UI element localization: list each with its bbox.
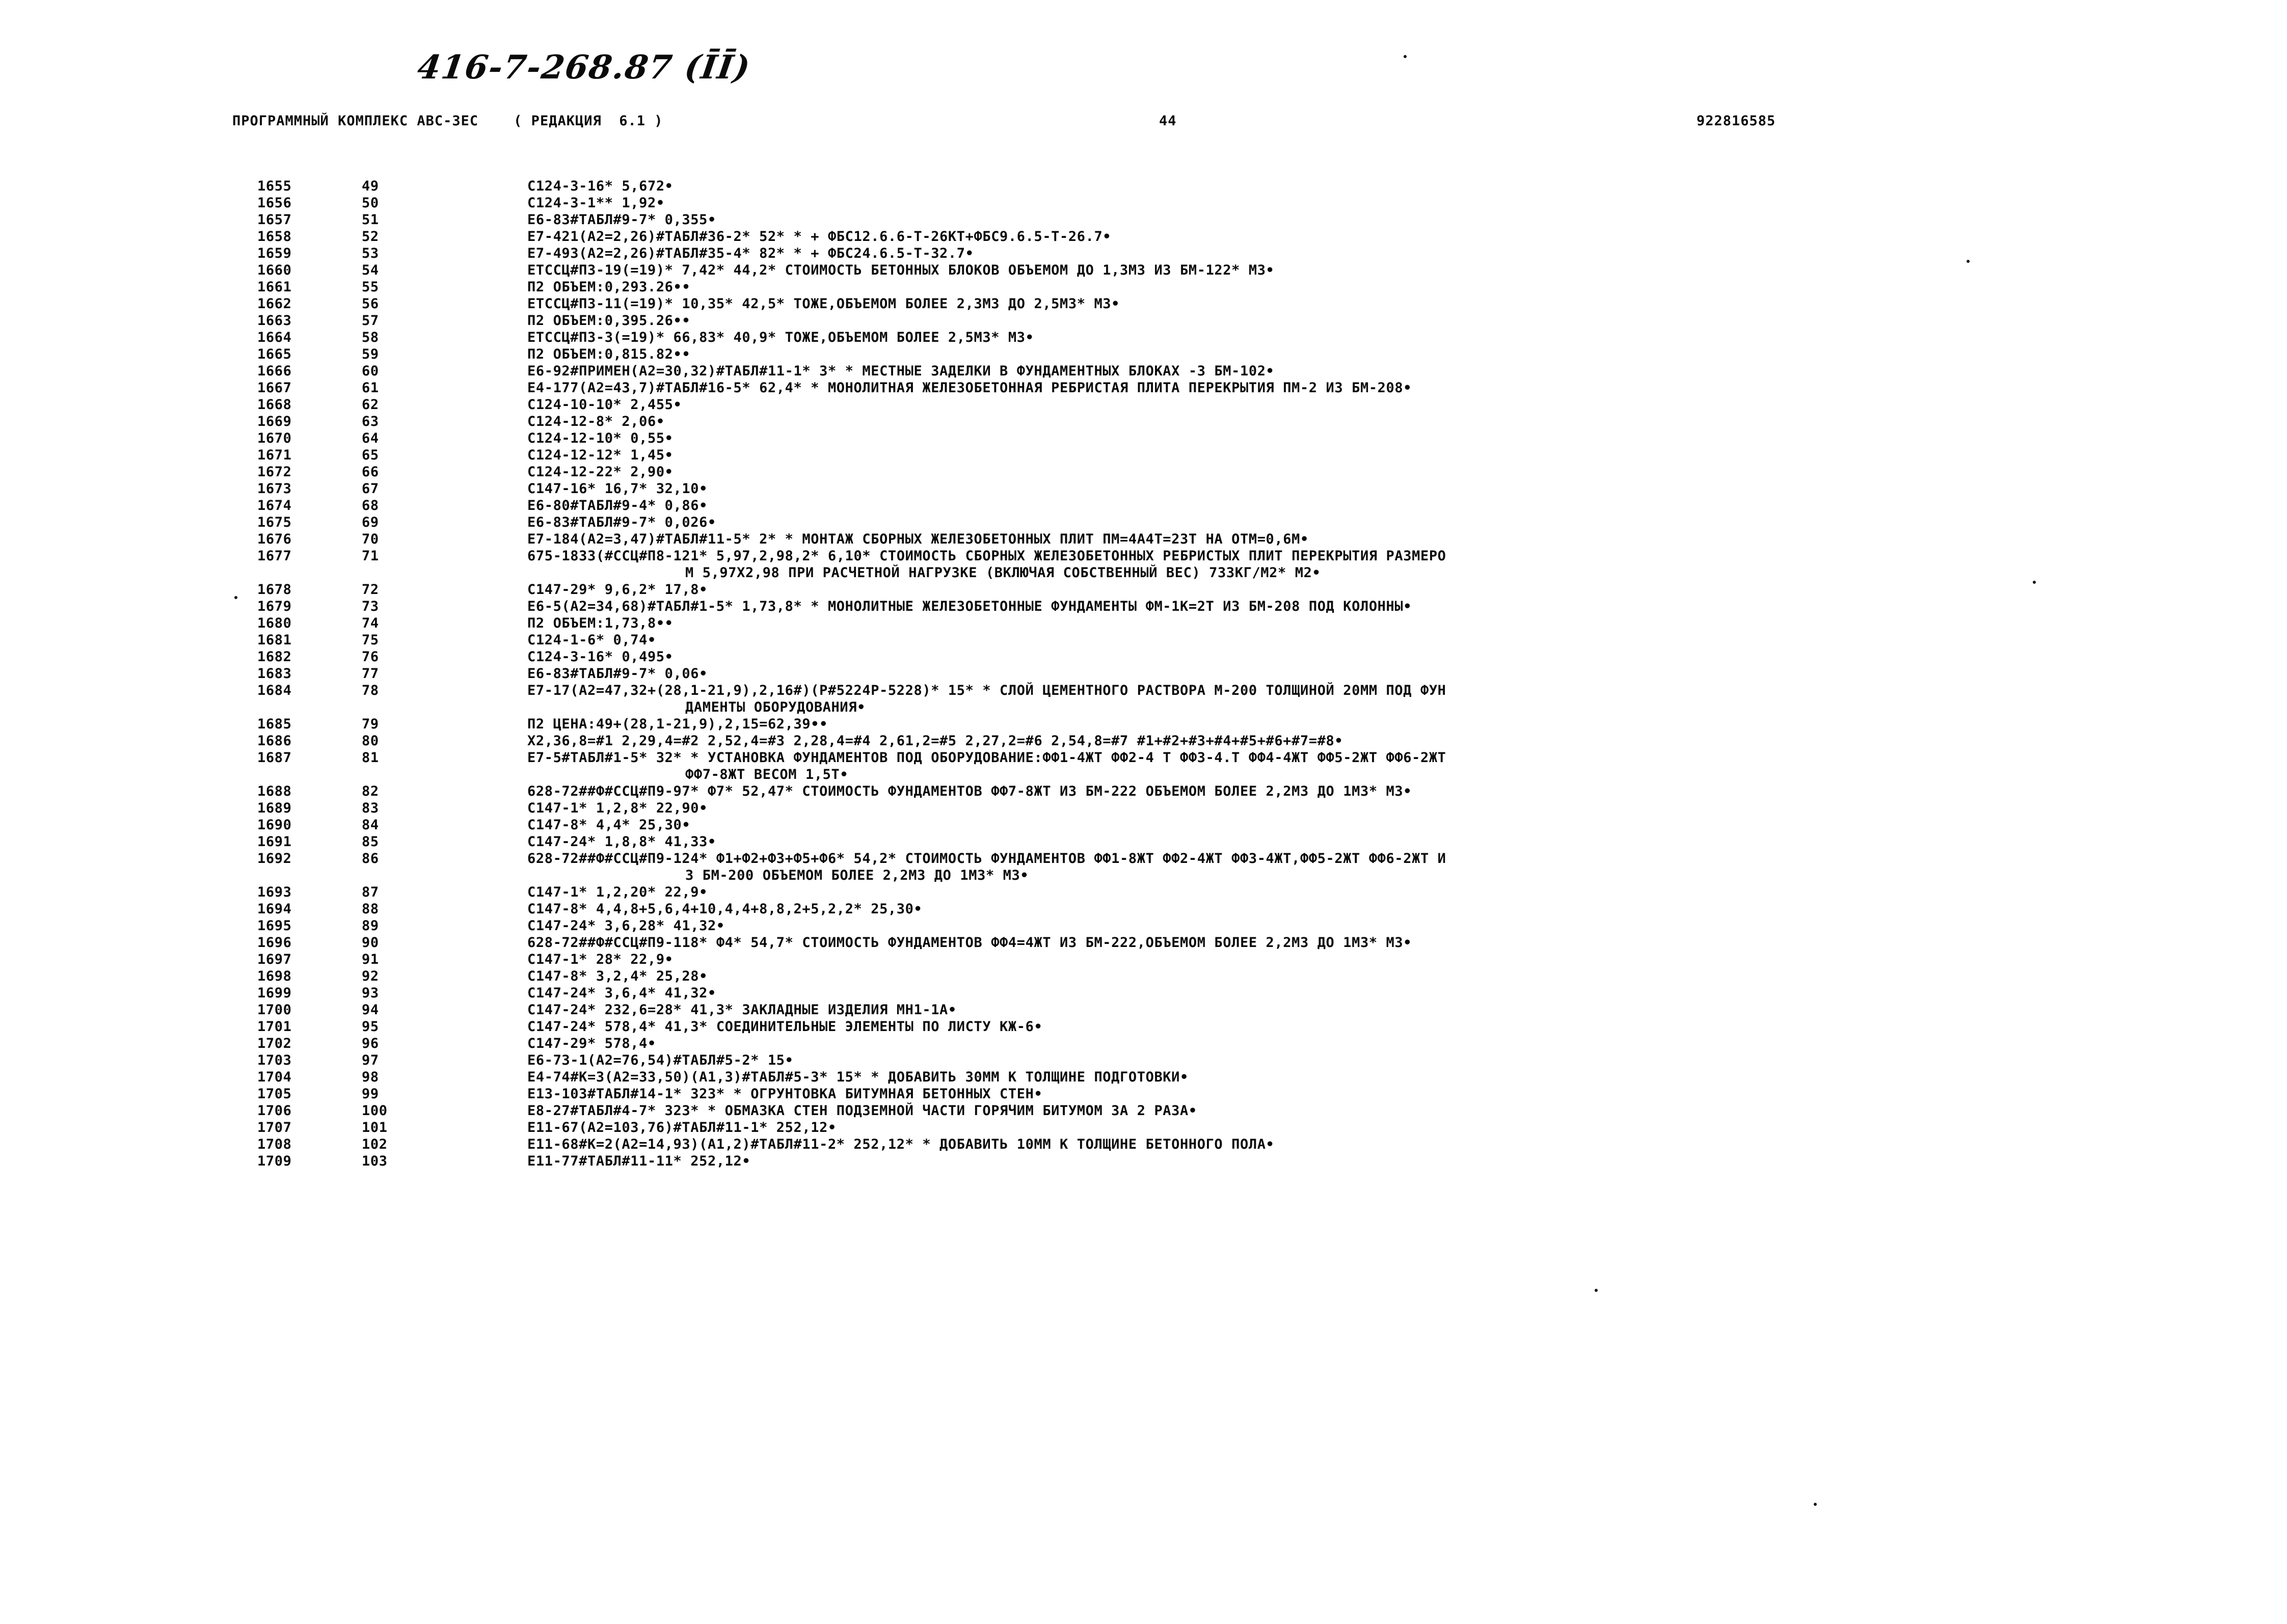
listing-row xyxy=(0,1069,2287,1086)
line-number: 1688 xyxy=(257,783,292,799)
row-text: Е6-80#ТАБЛ#9-4* 0,86• xyxy=(527,498,708,513)
row-text: Е8-27#ТАБЛ#4-7* 323* * ОБМАЗКА СТЕН ПОДЗЕМНОЙ ЧАСТИ ГОРЯЧИМ БИТУМОМ ЗА 2 РАЗА• xyxy=(527,1103,1197,1119)
row-continuation-text: З БМ-200 ОБЪЕМОМ БОЛЕЕ 2,2М3 ДО 1М3* М3• xyxy=(685,868,1029,883)
listing-row xyxy=(0,1002,2287,1019)
row-text: С147-24* 3,6,4* 41,32• xyxy=(527,985,716,1001)
row-text: Е6-83#ТАБЛ#9-7* 0,06• xyxy=(527,666,708,682)
line-number: 1655 xyxy=(257,178,292,194)
listing-row xyxy=(0,212,2287,229)
sequence-number: 89 xyxy=(362,918,379,934)
line-number: 1700 xyxy=(257,1002,292,1018)
line-number: 1684 xyxy=(257,683,292,698)
row-text: Е13-103#ТАБЛ#14-1* 323* * ОГРУНТОВКА БИТУМНАЯ БЕТОННЫХ СТЕН• xyxy=(527,1086,1043,1102)
row-text: Е7-17(А2=47,32+(28,1-21,9),2,16#)(Р#5224Р-5228)* 15* * СЛОЙ ЦЕМЕНТНОГО РАСТВОРА М-200 ТОЛЩИНОЙ 20ММ ПОД ФУН xyxy=(527,683,1446,698)
sequence-number: 55 xyxy=(362,279,379,295)
line-number: 1699 xyxy=(257,985,292,1001)
line-number: 1662 xyxy=(257,296,292,312)
row-text: Е6-73-1(А2=76,54)#ТАБЛ#5-2* 15• xyxy=(527,1052,794,1068)
row-text: П2 ОБЪЕМ:0,395.26•• xyxy=(527,313,691,329)
line-number: 1687 xyxy=(257,750,292,766)
sequence-number: 91 xyxy=(362,952,379,967)
sequence-number: 49 xyxy=(362,178,379,194)
listing-row xyxy=(0,834,2287,851)
line-number: 1693 xyxy=(257,884,292,900)
listing-row xyxy=(0,1019,2287,1036)
line-number: 1695 xyxy=(257,918,292,934)
line-number: 1708 xyxy=(257,1136,292,1152)
sequence-number: 102 xyxy=(362,1136,388,1152)
row-continuation-text: ФФ7-8ЖТ ВЕСОМ 1,5Т• xyxy=(685,767,849,782)
listing-row xyxy=(0,582,2287,599)
sequence-number: 81 xyxy=(362,750,379,766)
sequence-number: 74 xyxy=(362,615,379,631)
sequence-number: 72 xyxy=(362,582,379,598)
scan-speck xyxy=(1814,1503,1817,1506)
row-text: Е6-83#ТАБЛ#9-7* 0,355• xyxy=(527,212,716,228)
sequence-number: 85 xyxy=(362,834,379,850)
listing-row xyxy=(0,397,2287,414)
scan-speck xyxy=(1967,260,1970,263)
sequence-number: 79 xyxy=(362,716,379,732)
listing-row xyxy=(0,1136,2287,1153)
line-number: 1706 xyxy=(257,1103,292,1119)
row-continuation-text: М 5,97Х2,98 ПРИ РАСЧЕТНОЙ НАГРУЗКЕ (ВКЛЮЧАЯ СОБСТВЕННЫЙ ВЕС) 733КГ/М2* М2• xyxy=(685,565,1321,581)
sequence-number: 52 xyxy=(362,229,379,245)
listing-row xyxy=(0,599,2287,615)
line-number: 1707 xyxy=(257,1120,292,1135)
row-text: Е6-5(А2=34,68)#ТАБЛ#1-5* 1,73,8* * МОНОЛИТНЫЕ ЖЕЛЕЗОБЕТОННЫЕ ФУНДАМЕНТЫ ФМ-1К=2Т ИЗ БМ-208 ПОД КОЛОННЫ• xyxy=(527,599,1412,614)
row-text: Е7-5#ТАБЛ#1-5* 32* * УСТАНОВКА ФУНДАМЕНТОВ ПОД ОБОРУДОВАНИЕ:ФФ1-4ЖТ ФФ2-4 Т ФФ3-4.Т ФФ4-4ЖТ ФФ5-2ЖТ ФФ6-2ЖТ xyxy=(527,750,1446,766)
line-number: 1689 xyxy=(257,800,292,816)
listing-row xyxy=(0,363,2287,380)
listing-row xyxy=(0,380,2287,397)
listing-row xyxy=(0,985,2287,1002)
row-text: С147-24* 232,6=28* 41,3* ЗАКЛАДНЫЕ ИЗДЕЛИЯ МН1-1А• xyxy=(527,1002,957,1018)
line-number: 1656 xyxy=(257,195,292,211)
sequence-number: 64 xyxy=(362,430,379,446)
sequence-number: 54 xyxy=(362,262,379,278)
listing-row xyxy=(0,447,2287,464)
sequence-number: 76 xyxy=(362,649,379,665)
scan-speck xyxy=(2033,581,2036,584)
line-number: 1683 xyxy=(257,666,292,682)
listing-row xyxy=(0,296,2287,313)
listing-row xyxy=(0,346,2287,363)
line-number: 1679 xyxy=(257,599,292,614)
listing-row xyxy=(0,313,2287,330)
line-number: 1668 xyxy=(257,397,292,413)
listing-row xyxy=(0,548,2287,582)
listing-row xyxy=(0,262,2287,279)
handwritten-title: 416-7-268.87 (ĪĪ) xyxy=(415,48,754,87)
line-number: 1672 xyxy=(257,464,292,480)
line-number: 1676 xyxy=(257,531,292,547)
line-number: 1691 xyxy=(257,834,292,850)
line-number: 1692 xyxy=(257,851,292,867)
row-text: С124-1-6* 0,74• xyxy=(527,632,656,648)
line-number: 1678 xyxy=(257,582,292,598)
listing-row xyxy=(0,783,2287,800)
line-number: 1673 xyxy=(257,481,292,497)
row-text: Е4-177(А2=43,7)#ТАБЛ#16-5* 62,4* * МОНОЛИТНАЯ ЖЕЛЕЗОБЕТОННАЯ РЕБРИСТАЯ ПЛИТА ПЕРЕКРЫТИЯ ПМ-2 ИЗ БМ-208• xyxy=(527,380,1412,396)
line-number: 1698 xyxy=(257,968,292,984)
sequence-number: 60 xyxy=(362,363,379,379)
row-text: С147-29* 578,4• xyxy=(527,1036,656,1051)
listing-row xyxy=(0,246,2287,262)
row-text: С147-24* 578,4* 41,3* СОЕДИНИТЕЛЬНЫЕ ЭЛЕМЕНТЫ ПО ЛИСТУ КЖ-6• xyxy=(527,1019,1043,1035)
row-text: С147-8* 3,2,4* 25,28• xyxy=(527,968,708,984)
sequence-number: 53 xyxy=(362,246,379,261)
listing-row xyxy=(0,330,2287,346)
row-text: ЕТССЦ#ПЗ-11(=19)* 10,35* 42,5* ТОЖЕ,ОБЪЕМОМ БОЛЕЕ 2,3М3 ДО 2,5М3* М3• xyxy=(527,296,1120,312)
line-number: 1682 xyxy=(257,649,292,665)
listing-row xyxy=(0,1036,2287,1052)
row-text: 628-72##Ф#ССЦ#П9-124* Ф1+Ф2+Ф3+Ф5+Ф6* 54,2* СТОИМОСТЬ ФУНДАМЕНТОВ ФФ1-8ЖТ ФФ2-4ЖТ ФФ3-4ЖТ,ФФ5-2ЖТ ФФ6-2ЖТ И xyxy=(527,851,1446,867)
sequence-number: 94 xyxy=(362,1002,379,1018)
listing-row xyxy=(0,901,2287,918)
sequence-number: 67 xyxy=(362,481,379,497)
sequence-number: 90 xyxy=(362,935,379,951)
line-number: 1663 xyxy=(257,313,292,329)
listing-row xyxy=(0,968,2287,985)
sequence-number: 51 xyxy=(362,212,379,228)
sequence-number: 56 xyxy=(362,296,379,312)
line-number: 1666 xyxy=(257,363,292,379)
page-header xyxy=(0,113,2287,133)
sequence-number: 97 xyxy=(362,1052,379,1068)
listing-row xyxy=(0,952,2287,968)
row-text: С124-12-10* 0,55• xyxy=(527,430,674,446)
listing-row xyxy=(0,918,2287,935)
row-text: С124-3-16* 0,495• xyxy=(527,649,674,665)
line-number: 1701 xyxy=(257,1019,292,1035)
listing-row xyxy=(0,498,2287,515)
line-number: 1681 xyxy=(257,632,292,648)
scan-speck xyxy=(1595,1289,1598,1292)
sequence-number: 100 xyxy=(362,1103,388,1119)
row-text: 628-72##Ф#ССЦ#П9-118* Ф4* 54,7* СТОИМОСТЬ ФУНДАМЕНТОВ ФФ4=4ЖТ ИЗ БМ-222,ОБЪЕМОМ БОЛЕЕ 2,2М3 ДО 1М3* М3• xyxy=(527,935,1412,951)
sequence-number: 69 xyxy=(362,515,379,530)
sequence-number: 86 xyxy=(362,851,379,867)
line-number: 1671 xyxy=(257,447,292,463)
sequence-number: 92 xyxy=(362,968,379,984)
row-text: ЕТССЦ#ПЗ-19(=19)* 7,42* 44,2* СТОИМОСТЬ БЕТОННЫХ БЛОКОВ ОБЪЕМОМ ДО 1,3М3 ИЗ БМ-122* М3• xyxy=(527,262,1275,278)
listing-row xyxy=(0,515,2287,531)
line-number: 1677 xyxy=(257,548,292,564)
sequence-number: 63 xyxy=(362,414,379,429)
row-text: 675-1833(#ССЦ#П8-121* 5,97,2,98,2* 6,10* СТОИМОСТЬ СБОРНЫХ ЖЕЛЕЗОБЕТОННЫХ РЕБРИСТЫХ ПЛИТ ПЕРЕКРЫТИЯ РАЗМЕРО xyxy=(527,548,1446,564)
sequence-number: 80 xyxy=(362,733,379,749)
line-number: 1680 xyxy=(257,615,292,631)
row-text: С147-1* 28* 22,9• xyxy=(527,952,674,967)
listing-row xyxy=(0,935,2287,952)
listing-row xyxy=(0,716,2287,733)
row-text: Х2,36,8=#1 2,29,4=#2 2,52,4=#3 2,28,4=#4 2,61,2=#5 2,27,2=#6 2,54,8=#7 #1+#2+#3+#4+#5+#6+#7=#8• xyxy=(527,733,1343,749)
row-text: С124-12-8* 2,06• xyxy=(527,414,665,429)
listing-row xyxy=(0,481,2287,498)
sequence-number: 84 xyxy=(362,817,379,833)
row-text: С124-3-1** 1,92• xyxy=(527,195,665,211)
scan-speck xyxy=(1404,55,1407,58)
line-number: 1665 xyxy=(257,346,292,362)
row-text: С147-16* 16,7* 32,10• xyxy=(527,481,708,497)
sequence-number: 95 xyxy=(362,1019,379,1035)
row-text: Е11-67(А2=103,76)#ТАБЛ#11-1* 252,12• xyxy=(527,1120,837,1135)
sequence-number: 99 xyxy=(362,1086,379,1102)
listing-row xyxy=(0,1103,2287,1120)
listing-row xyxy=(0,1052,2287,1069)
row-text: С147-8* 4,4* 25,30• xyxy=(527,817,691,833)
page-number: 44 xyxy=(1159,113,1177,129)
row-text: Е7-184(А2=3,47)#ТАБЛ#11-5* 2* * МОНТАЖ СБОРНЫХ ЖЕЛЕЗОБЕТОННЫХ ПЛИТ ПМ=4А4Т=2ЗТ НА ОТМ=0,6М• xyxy=(527,531,1309,547)
line-number: 1686 xyxy=(257,733,292,749)
row-text: С124-12-12* 1,45• xyxy=(527,447,674,463)
row-text: Е11-68#К=2(А2=14,93)(А1,2)#ТАБЛ#11-2* 252,12* * ДОБАВИТЬ 10ММ К ТОЛЩИНЕ БЕТОННОГО ПОЛА• xyxy=(527,1136,1275,1152)
listing-row xyxy=(0,666,2287,683)
row-text: Е7-493(А2=2,26)#ТАБЛ#35-4* 82* * + ФБС24.6.5-Т-32.7• xyxy=(527,246,974,261)
sequence-number: 98 xyxy=(362,1069,379,1085)
listing-row xyxy=(0,279,2287,296)
sequence-number: 75 xyxy=(362,632,379,648)
row-text: С147-1* 1,2,20* 22,9• xyxy=(527,884,708,900)
sequence-number: 59 xyxy=(362,346,379,362)
listing-row xyxy=(0,851,2287,884)
line-number: 1704 xyxy=(257,1069,292,1085)
line-number: 1702 xyxy=(257,1036,292,1051)
sequence-number: 70 xyxy=(362,531,379,547)
line-number: 1660 xyxy=(257,262,292,278)
line-number: 1690 xyxy=(257,817,292,833)
row-text: П2 ЦЕНА:49+(28,1-21,9),2,15=62,39•• xyxy=(527,716,828,732)
listing-row xyxy=(0,817,2287,834)
scan-speck xyxy=(234,596,237,599)
line-number: 1667 xyxy=(257,380,292,396)
row-text: С147-24* 3,6,28* 41,32• xyxy=(527,918,725,934)
listing-row xyxy=(0,414,2287,430)
sequence-number: 62 xyxy=(362,397,379,413)
sequence-number: 82 xyxy=(362,783,379,799)
line-number: 1658 xyxy=(257,229,292,245)
sequence-number: 57 xyxy=(362,313,379,329)
listing-row xyxy=(0,1153,2287,1170)
sequence-number: 65 xyxy=(362,447,379,463)
listing-row xyxy=(0,800,2287,817)
row-text: Е11-77#ТАБЛ#11-11* 252,12• xyxy=(527,1153,751,1169)
line-number: 1661 xyxy=(257,279,292,295)
listing-row xyxy=(0,430,2287,447)
line-number: 1703 xyxy=(257,1052,292,1068)
row-text: С147-1* 1,2,8* 22,90• xyxy=(527,800,708,816)
row-continuation-text: ДАМЕНТЫ ОБОРУДОВАНИЯ• xyxy=(685,699,866,715)
line-number: 1669 xyxy=(257,414,292,429)
row-text: Е7-421(А2=2,26)#ТАБЛ#36-2* 52* * + ФБС12.6.6-Т-26КТ+ФБС9.6.5-Т-26.7• xyxy=(527,229,1112,245)
sequence-number: 88 xyxy=(362,901,379,917)
listing-row xyxy=(0,229,2287,246)
row-text: С124-10-10* 2,455• xyxy=(527,397,682,413)
line-number: 1685 xyxy=(257,716,292,732)
row-text: С147-29* 9,6,2* 17,8• xyxy=(527,582,708,598)
row-text: Е6-92#ПРИМЕН(А2=30,32)#ТАБЛ#11-1* 3* * МЕСТНЫЕ ЗАДЕЛКИ В ФУНДАМЕНТНЫХ БЛОКАХ -3 БМ-102• xyxy=(527,363,1275,379)
listing-row xyxy=(0,178,2287,195)
line-number: 1664 xyxy=(257,330,292,345)
line-number: 1670 xyxy=(257,430,292,446)
row-text: Е4-74#К=3(А2=33,50)(А1,3)#ТАБЛ#5-3* 15* * ДОБАВИТЬ 30ММ К ТОЛЩИНЕ ПОДГОТОВКИ• xyxy=(527,1069,1189,1085)
row-text: С147-24* 1,8,8* 41,33• xyxy=(527,834,716,850)
row-text: Е6-83#ТАБЛ#9-7* 0,026• xyxy=(527,515,716,530)
sequence-number: 50 xyxy=(362,195,379,211)
line-number: 1694 xyxy=(257,901,292,917)
listing-row xyxy=(0,531,2287,548)
listing-row xyxy=(0,615,2287,632)
sequence-number: 93 xyxy=(362,985,379,1001)
row-text: С147-8* 4,4,8+5,6,4+10,4,4+8,8,2+5,2,2* 25,30• xyxy=(527,901,923,917)
line-number: 1697 xyxy=(257,952,292,967)
sequence-number: 58 xyxy=(362,330,379,345)
row-text: П2 ОБЪЕМ:0,293.26•• xyxy=(527,279,691,295)
row-text: С124-12-22* 2,90• xyxy=(527,464,674,480)
sequence-number: 87 xyxy=(362,884,379,900)
sequence-number: 77 xyxy=(362,666,379,682)
listing-row xyxy=(0,195,2287,212)
sequence-number: 73 xyxy=(362,599,379,614)
row-text: П2 ОБЪЕМ:0,815.82•• xyxy=(527,346,691,362)
listing-rows xyxy=(0,178,2287,1170)
sequence-number: 83 xyxy=(362,800,379,816)
listing-row xyxy=(0,750,2287,783)
sequence-number: 78 xyxy=(362,683,379,698)
sequence-number: 101 xyxy=(362,1120,388,1135)
listing-row xyxy=(0,1120,2287,1136)
line-number: 1659 xyxy=(257,246,292,261)
sequence-number: 71 xyxy=(362,548,379,564)
listing-row xyxy=(0,733,2287,750)
listing-row xyxy=(0,884,2287,901)
sequence-number: 68 xyxy=(362,498,379,513)
program-title: ПРОГРАММНЫЙ КОМПЛЕКС АВС-ЗЕС ( РЕДАКЦИЯ 6.1 ) xyxy=(232,113,663,129)
listing-row xyxy=(0,683,2287,716)
listing-row xyxy=(0,649,2287,666)
document-code: 922816585 xyxy=(1697,113,1776,129)
line-number: 1675 xyxy=(257,515,292,530)
row-text: 628-72##Ф#ССЦ#П9-97* Ф7* 52,47* СТОИМОСТЬ ФУНДАМЕНТОВ ФФ7-8ЖТ ИЗ БМ-222 ОБЪЕМОМ БОЛЕЕ 2,2М3 ДО 1М3* М3• xyxy=(527,783,1412,799)
row-text: С124-3-16* 5,672• xyxy=(527,178,674,194)
sequence-number: 96 xyxy=(362,1036,379,1051)
sequence-number: 103 xyxy=(362,1153,388,1169)
line-number: 1709 xyxy=(257,1153,292,1169)
line-number: 1705 xyxy=(257,1086,292,1102)
line-number: 1696 xyxy=(257,935,292,951)
listing-row xyxy=(0,1086,2287,1103)
line-number: 1657 xyxy=(257,212,292,228)
line-number: 1674 xyxy=(257,498,292,513)
listing-row xyxy=(0,632,2287,649)
row-text: П2 ОБЪЕМ:1,73,8•• xyxy=(527,615,674,631)
sequence-number: 61 xyxy=(362,380,379,396)
sequence-number: 66 xyxy=(362,464,379,480)
row-text: ЕТССЦ#ПЗ-3(=19)* 66,83* 40,9* ТОЖЕ,ОБЪЕМОМ БОЛЕЕ 2,5М3* М3• xyxy=(527,330,1034,345)
listing-row xyxy=(0,464,2287,481)
